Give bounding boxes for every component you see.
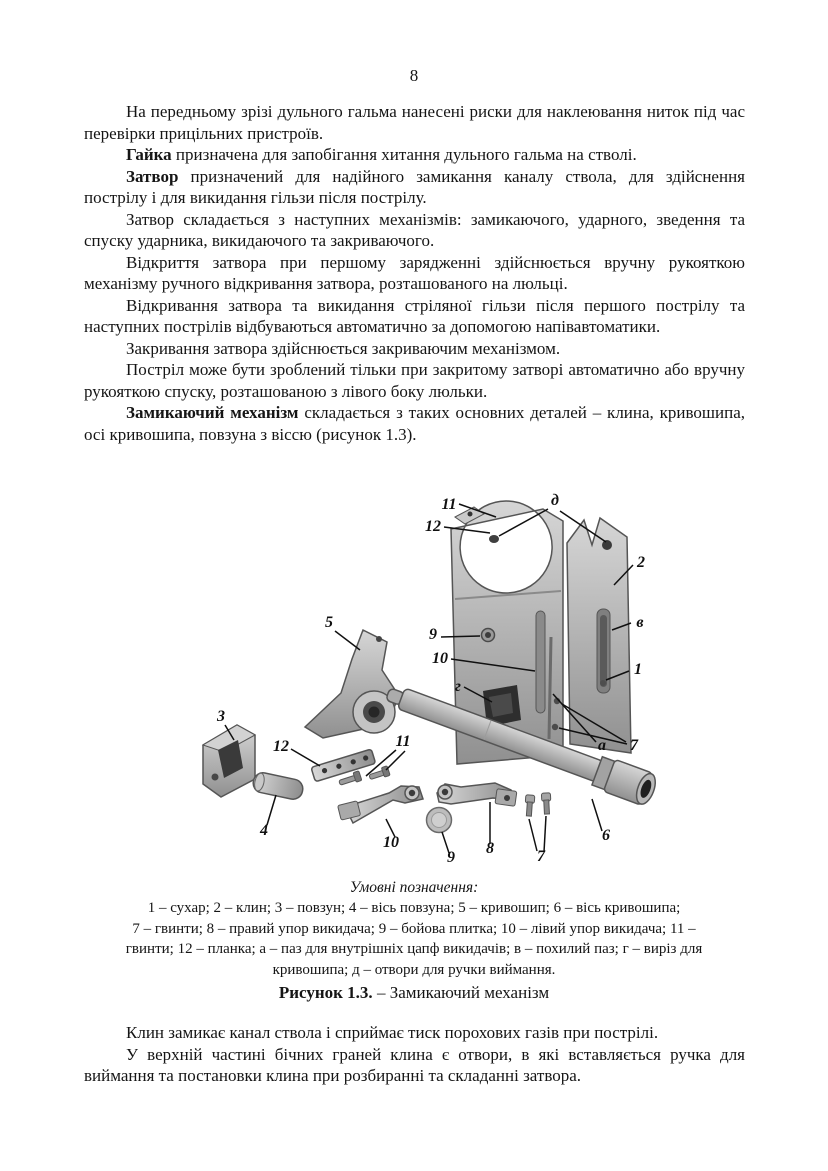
paragraph-text: Клин замикає канал ствола і сприймає тиск порохових газів при пострілі. xyxy=(126,1023,659,1042)
callout-8: 8 xyxy=(486,840,494,857)
firing-plate-disc xyxy=(427,808,452,833)
callout-11-bottom: 11 xyxy=(395,733,411,750)
legend-line: гвинти; 12 – планка; а – паз для внутрішніх цапф викидачів; в – похилий паз; г – виріз для xyxy=(125,941,703,957)
closing-text xyxy=(84,1022,745,1087)
callout-10-top: 10 xyxy=(432,650,448,667)
figure-caption-text: – Замикаючий механізм xyxy=(372,983,550,1002)
paragraph-text: Затвор складається з наступних механізмів: замикаючого, ударного, зведення та спуску ударника, викидаючого та закриваючого. xyxy=(84,209,745,250)
screws-7 xyxy=(524,793,551,817)
paragraph xyxy=(84,1022,745,1044)
callout-5: 5 xyxy=(325,614,333,631)
paragraph-text: Відкриття затвора при першому зарядженні здійснюється вручну рукояткою механізму ручного відкривання затвора, розташованого на люльці. xyxy=(84,252,745,293)
callout-4: 4 xyxy=(260,822,268,839)
paragraph-text: Постріл може бути зроблений тільки при закритому затворі автоматично або вручну рукояткою спуску, розташованою з лівого боку люльки. xyxy=(84,360,745,401)
paragraph xyxy=(84,252,745,295)
callout-9-bottom: 9 xyxy=(447,849,455,866)
body-text xyxy=(84,101,745,445)
paragraph-lead: Затвор xyxy=(126,166,179,186)
legend-line: 7 – гвинти; 8 – правий упор викидача; 9 – бойова плитка; 10 – лівий упор викидача; 11 – xyxy=(132,920,696,937)
callout-a: а xyxy=(598,737,606,754)
paragraph xyxy=(84,209,745,252)
paragraph-text: На передньому зрізі дульного гальма нанесені риски для наклеювання ниток під час перевірки прицільних пристроїв. xyxy=(84,102,745,143)
paragraph xyxy=(84,101,745,144)
legend-line: кривошипа; д – отвори для ручки виймання. xyxy=(272,961,556,978)
callout-1: 1 xyxy=(634,661,642,678)
slider-axis-pin xyxy=(251,771,304,801)
paragraph-text: призначена для запобігання хитання дульного гальма на стволі. xyxy=(171,145,637,164)
legend-line: 1 – сухар; 2 – клин; 3 – повзун; 4 – вісь повзуна; 5 – кривошип; 6 – вісь кривошипа; xyxy=(147,900,681,916)
figure-legend xyxy=(64,877,764,1003)
strip-bar xyxy=(311,749,376,782)
callout-7-right: 7 xyxy=(630,737,638,754)
callout-g: г xyxy=(455,678,461,695)
paragraph-text: складається з таких основних деталей – клина, кривошипа, осі кривошипа, повзуна з віссю (рисунок 1.3). xyxy=(84,403,745,444)
paragraph xyxy=(84,1044,745,1087)
callout-12-bottom: 12 xyxy=(273,738,289,755)
callout-3: 3 xyxy=(217,708,225,725)
callout-7-bottom: 7 xyxy=(537,848,545,865)
callout-d: д xyxy=(551,492,559,509)
slider xyxy=(203,725,255,797)
paragraph-lead: Гайка xyxy=(126,145,172,164)
figure-illustration xyxy=(193,487,671,873)
figure-caption-number: Рисунок 1.3. xyxy=(278,983,373,1002)
mechanism-illustration xyxy=(193,487,671,873)
callout-6: 6 xyxy=(602,827,610,844)
callout-11-top: 11 xyxy=(441,496,457,513)
left-ejector-stop xyxy=(338,786,423,823)
callout-10-bottom: 10 xyxy=(383,834,399,851)
right-ejector-stop xyxy=(437,783,517,806)
callout-2: 2 xyxy=(637,554,645,571)
paragraph-text: Закривання затвора здійснюється закриваючим механізмом. xyxy=(126,338,561,358)
paragraph-text: У верхній частині бічних граней клина є отвори, в які вставляється ручка для виймання та постановки клина при розбиранні та складанні затвора. xyxy=(84,1044,745,1085)
paragraph xyxy=(84,295,745,338)
figure-caption xyxy=(64,983,764,1003)
callout-12-top: 12 xyxy=(425,518,441,535)
legend-title: Умовні позначення: xyxy=(349,879,479,896)
wedge-plate xyxy=(567,518,631,753)
paragraph xyxy=(84,166,745,209)
paragraph-text: призначений для надійного замикання каналу ствола, для здійснення пострілу і для викидання гільзи після пострілу. xyxy=(84,166,745,207)
callout-9-top: 9 xyxy=(429,626,437,643)
page-number: 8 xyxy=(409,66,419,85)
paragraph-text: Відкривання затвора та викидання стріляної гільзи після першого пострілу та наступних пострілів відбуваються автоматично за допомогою напівавтоматики. xyxy=(84,295,745,336)
paragraph xyxy=(84,338,745,360)
crank xyxy=(305,630,399,738)
paragraph xyxy=(84,359,745,402)
paragraph-lead: Замикаючий механізм xyxy=(126,403,299,422)
callout-v: в xyxy=(636,614,644,631)
paragraph xyxy=(84,402,745,445)
paragraph xyxy=(84,144,745,166)
